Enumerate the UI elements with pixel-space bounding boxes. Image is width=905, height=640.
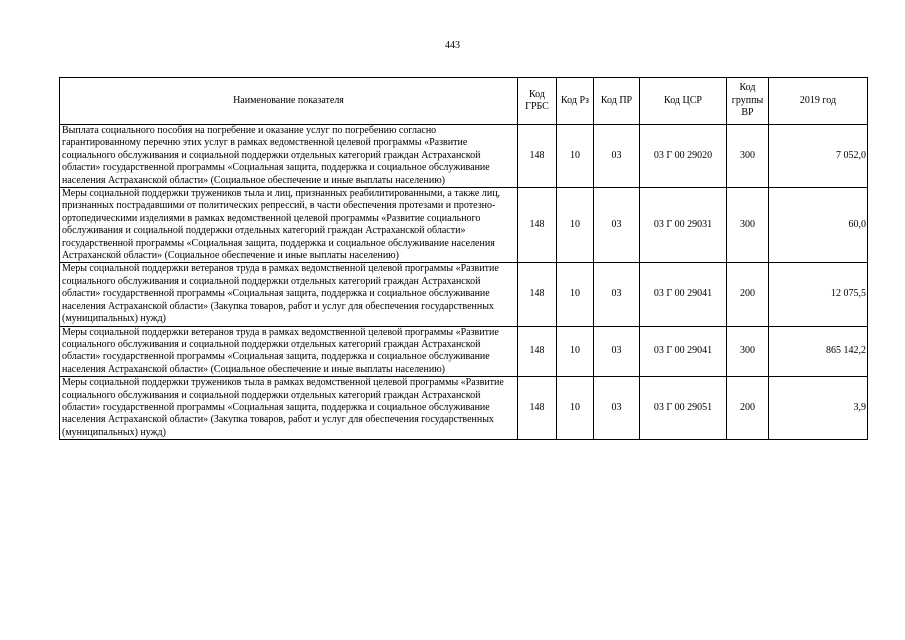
cell-vr: 300 <box>727 326 769 377</box>
header-csr: Код ЦСР <box>640 78 727 125</box>
header-rz: Код Рз <box>557 78 594 125</box>
cell-grbs: 148 <box>518 188 557 263</box>
cell-pr: 03 <box>594 377 640 440</box>
cell-grbs: 148 <box>518 263 557 326</box>
cell-vr: 200 <box>727 377 769 440</box>
table-row <box>60 125 868 188</box>
cell-csr: 03 Г 00 29020 <box>640 125 727 188</box>
cell-csr: 03 Г 00 29041 <box>640 326 727 377</box>
cell-rz: 10 <box>557 188 594 263</box>
cell-amount: 60,0 <box>769 188 868 263</box>
cell-rz: 10 <box>557 125 594 188</box>
header-year: 2019 год <box>769 78 868 125</box>
cell-rz: 10 <box>557 263 594 326</box>
cell-pr: 03 <box>594 263 640 326</box>
cell-csr: 03 Г 00 29041 <box>640 263 727 326</box>
cell-vr: 300 <box>727 125 769 188</box>
cell-grbs: 148 <box>518 377 557 440</box>
cell-pr: 03 <box>594 188 640 263</box>
table-row <box>60 188 868 263</box>
cell-name: Меры социальной поддержки тружеников тыла и лиц, признанных реабилитированными, а также лиц, признанных пострадавшими от политических репрессий, в части обеспечения протезами и протезно-ортопедическими изделиями в рамках ведомственной целевой программы «Развитие социального обслуживания и социальной поддержки отдельных категорий граждан Астраханской области» государственной программы «Социальная защита, поддержка и социальное обслуживание населения Астраханской области» (Социальное обеспечение и иные выплаты населению) <box>60 188 518 263</box>
budget-table <box>59 77 868 440</box>
cell-rz: 10 <box>557 377 594 440</box>
header-grbs: Код ГРБС <box>518 78 557 125</box>
cell-amount: 7 052,0 <box>769 125 868 188</box>
cell-amount: 12 075,5 <box>769 263 868 326</box>
cell-csr: 03 Г 00 29031 <box>640 188 727 263</box>
page-number: 443 <box>445 40 460 51</box>
cell-name: Меры социальной поддержки тружеников тыла в рамках ведомственной целевой программы «Развитие социального обслуживания и социальной поддержки отдельных категорий граждан Астраханской области» государственной программы «Социальная защита, поддержка и социальное обслуживание населения Астраханской области» (Закупка товаров, работ и услуг для обеспечения государственных (муниципальных) нужд) <box>60 377 518 440</box>
table-row <box>60 263 868 326</box>
table-row <box>60 326 868 377</box>
cell-pr: 03 <box>594 125 640 188</box>
cell-grbs: 148 <box>518 125 557 188</box>
cell-vr: 300 <box>727 188 769 263</box>
header-pr: Код ПР <box>594 78 640 125</box>
cell-amount: 865 142,2 <box>769 326 868 377</box>
cell-name: Меры социальной поддержки ветеранов труда в рамках ведомственной целевой программы «Развитие социального обслуживания и социальной поддержки отдельных категорий граждан Астраханской области» государственной программы «Социальная защита, поддержка и социальное обслуживание населения Астраханской области» (Закупка товаров, работ и услуг для обеспечения государственных (муниципальных) нужд) <box>60 263 518 326</box>
header-vr: Код группы ВР <box>727 78 769 125</box>
cell-rz: 10 <box>557 326 594 377</box>
table-header-row <box>60 78 868 125</box>
cell-name: Меры социальной поддержки ветеранов труда в рамках ведомственной целевой программы «Развитие социального обслуживания и социальной поддержки отдельных категорий граждан Астраханской области» государственной программы «Социальная защита, поддержка и социальное обслуживание населения Астраханской области» (Социальное обеспечение и иные выплаты населению) <box>60 326 518 377</box>
table-row <box>60 377 868 440</box>
cell-amount: 3,9 <box>769 377 868 440</box>
header-name: Наименование показателя <box>60 78 518 125</box>
cell-name: Выплата социального пособия на погребение и оказание услуг по погребению согласно гарантированному перечню этих услуг в рамках ведомственной целевой программы «Развитие социального обслуживания и социальной поддержки отдельных категорий граждан Астраханской области» государственной программы «Социальная защита, поддержка и социальное обслуживание населения Астраханской области» (Социальное обеспечение и иные выплаты населению) <box>60 125 518 188</box>
cell-grbs: 148 <box>518 326 557 377</box>
cell-csr: 03 Г 00 29051 <box>640 377 727 440</box>
cell-pr: 03 <box>594 326 640 377</box>
cell-vr: 200 <box>727 263 769 326</box>
